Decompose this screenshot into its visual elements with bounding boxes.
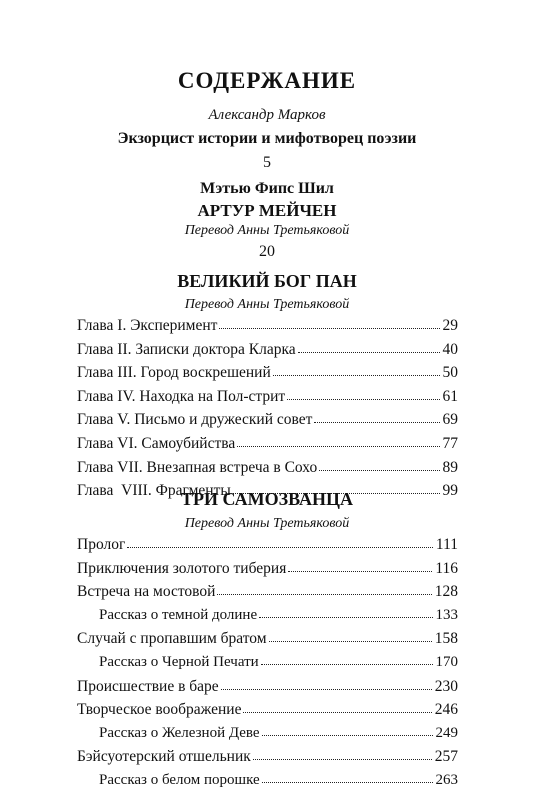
- leader-dots: [262, 782, 433, 783]
- toc-entry-page: 111: [435, 536, 458, 553]
- toc-entry-label: Глава I. Эксперимент: [77, 317, 218, 334]
- toc-entry-page: 50: [442, 364, 458, 382]
- leader-dots: [237, 446, 439, 447]
- toc-entry-label: Глава II. Записки доктора Кларка: [77, 340, 296, 358]
- leader-dots: [259, 617, 432, 618]
- toc-entry-page: 69: [442, 411, 458, 429]
- toc-entry-page: 61: [442, 387, 458, 405]
- toc-entry[interactable]: [77, 364, 458, 388]
- leader-dots: [314, 422, 439, 423]
- toc-entry-sub[interactable]: [77, 607, 458, 631]
- toc-entry[interactable]: [77, 701, 458, 725]
- toc-entry-page: 128: [434, 583, 458, 601]
- toc-entry-sub[interactable]: [77, 654, 458, 678]
- leader-dots: [319, 470, 439, 471]
- essay-translator: Перевод Анны Третьяковой: [184, 223, 350, 238]
- toc-entry[interactable]: [77, 317, 458, 341]
- contents-title: СОДЕРЖАНИЕ: [177, 68, 357, 93]
- leader-dots: [273, 375, 440, 376]
- toc-entry-label: Рассказ о Железной Деве: [99, 724, 260, 741]
- leader-dots: [253, 759, 432, 760]
- toc-entry-page: 40: [442, 340, 458, 358]
- toc-entry-label: Рассказ о Черной Печати: [99, 653, 259, 670]
- toc-entry-page: 89: [442, 458, 458, 476]
- toc-entry-page: 158: [434, 630, 458, 648]
- toc-entry-page: 257: [434, 748, 458, 766]
- section1-translator: Перевод Анны Третьяковой: [184, 297, 350, 312]
- section1-toc: [77, 317, 458, 506]
- toc-entry-page: 99: [442, 482, 458, 500]
- toc-entry-sub[interactable]: [77, 772, 458, 796]
- toc-entry-label: Глава VI. Самоубийства: [77, 434, 236, 452]
- toc-entry-label: Происшествие в баре: [77, 677, 219, 695]
- toc-entry-page: 246: [434, 701, 458, 719]
- leader-dots: [221, 689, 432, 690]
- leader-dots: [269, 641, 432, 642]
- toc-entry-page: 263: [435, 771, 458, 788]
- toc-entry-sub[interactable]: [77, 725, 458, 749]
- toc-entry[interactable]: [77, 536, 458, 560]
- toc-entry[interactable]: [77, 341, 458, 365]
- toc-entry-label: Глава III. Город воскрешений: [77, 364, 271, 382]
- toc-entry-page: 116: [435, 559, 458, 577]
- leader-dots: [288, 571, 432, 572]
- toc-entry[interactable]: [77, 459, 458, 483]
- leader-dots: [262, 735, 433, 736]
- leader-dots: [127, 547, 433, 548]
- toc-entry[interactable]: [77, 678, 458, 702]
- toc-entry[interactable]: [77, 560, 458, 584]
- toc-entry[interactable]: [77, 435, 458, 459]
- leader-dots: [287, 399, 439, 400]
- toc-entry-label: Творческое воображение: [77, 701, 242, 719]
- section2-toc: [77, 536, 458, 796]
- toc-entry-label: Пролог: [77, 536, 126, 553]
- toc-entry[interactable]: [77, 583, 458, 607]
- toc-entry-page: 77: [442, 434, 458, 452]
- section2-title: ТРИ САМОЗВАНЦА: [181, 489, 353, 509]
- section1-title: ВЕЛИКИЙ БОГ ПАН: [177, 271, 357, 291]
- intro-page: 5: [263, 154, 271, 171]
- toc-entry[interactable]: [77, 630, 458, 654]
- toc-entry-page: 249: [435, 724, 458, 741]
- leader-dots: [217, 594, 431, 595]
- toc-entry-page: 170: [435, 653, 458, 670]
- toc-entry-label: Встреча на мостовой: [77, 583, 216, 601]
- leader-dots: [243, 712, 431, 713]
- essay-page: 20: [259, 243, 275, 260]
- toc-entry[interactable]: [77, 748, 458, 772]
- toc-entry-label: Глава V. Письмо и дружеский совет: [77, 411, 313, 429]
- essay-title: АРТУР МЕЙЧЕН: [197, 201, 337, 220]
- toc-entry-label: Бэйсуотерский отшельник: [77, 748, 251, 766]
- toc-entry-page: 230: [434, 677, 458, 695]
- section2-translator: Перевод Анны Третьяковой: [184, 516, 350, 531]
- toc-entry-label: Рассказ о белом порошке: [99, 771, 260, 788]
- toc-entry[interactable]: [77, 388, 458, 412]
- essay-author: Мэтью Фипс Шил: [200, 180, 334, 197]
- toc-entry-label: Рассказ о темной долине: [99, 606, 258, 623]
- leader-dots: [298, 352, 440, 353]
- toc-entry-label: Глава VIII. Фрагменты: [77, 482, 231, 500]
- intro-title: Экзорцист истории и мифотворец поэзии: [117, 130, 417, 147]
- toc-entry-page: 29: [442, 317, 458, 334]
- toc-entry[interactable]: [77, 411, 458, 435]
- leader-dots: [261, 664, 433, 665]
- intro-author: Александр Марков: [208, 107, 326, 123]
- toc-entry-label: Глава VII. Внезапная встреча в Сохо: [77, 458, 318, 476]
- toc-entry-label: Случай с пропавшим братом: [77, 630, 267, 648]
- toc-entry-page: 133: [435, 606, 458, 623]
- toc-entry-label: Приключения золотого тиберия: [77, 559, 287, 577]
- toc-entry-label: Глава IV. Находка на Пол-стрит: [77, 387, 286, 405]
- leader-dots: [219, 328, 439, 329]
